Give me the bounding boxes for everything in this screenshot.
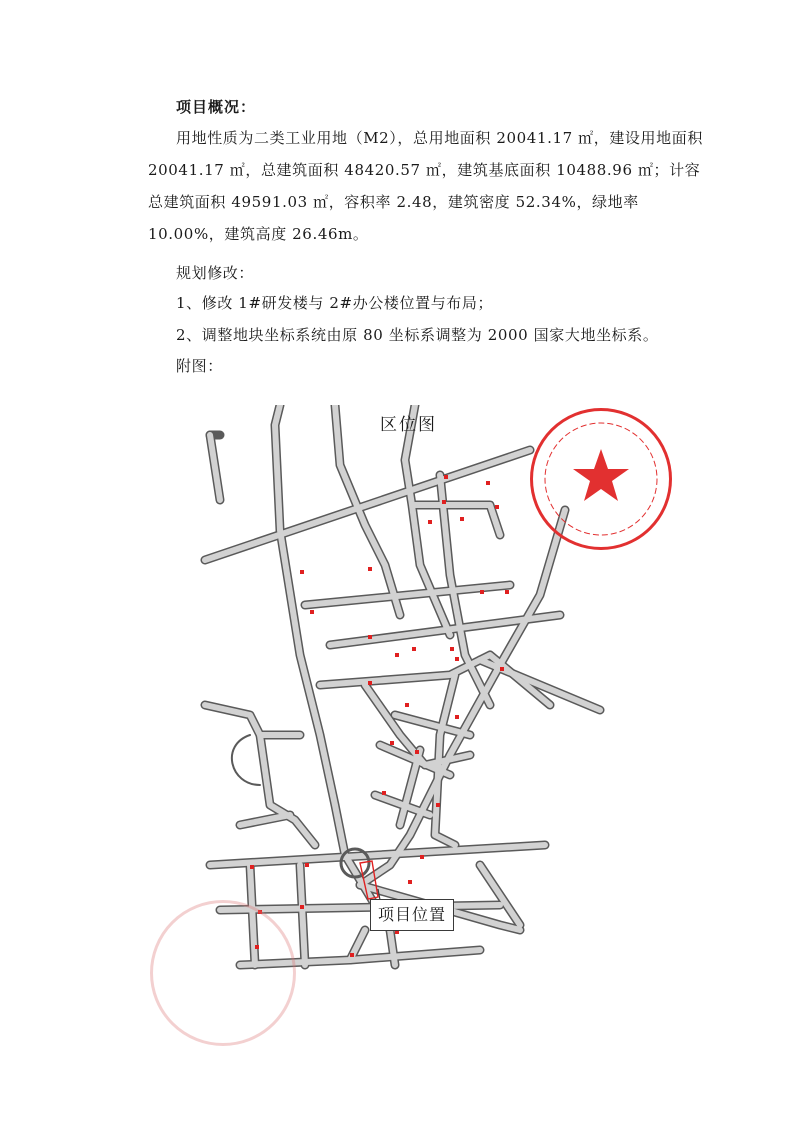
faded-seal: [150, 900, 296, 1046]
overview-paragraph: 用地性质为二类工业用地（M2），总用地面积 20041.17 ㎡，建设用地面积 20041.17 ㎡，总建筑面积 48420.57 ㎡，建筑基底面积 10488.96 ㎡；计容总建筑面积 49591.03 ㎡，容积率 2.48，建筑密度 52.34%，绿地率 10.00%，建筑高度 26.46m。: [148, 129, 703, 243]
official-seal: [530, 408, 672, 550]
project-location-label: 项目位置: [370, 899, 454, 931]
plan-item-2: 2、调整地块坐标系统由原 80 坐标系调整为 2000 国家大地坐标系。: [176, 326, 659, 344]
plan-item-1: 1、修改 1#研发楼与 2#办公楼位置与布局；: [176, 294, 494, 312]
map-title: 区位图: [380, 415, 437, 435]
attachment-label: 附图：: [176, 357, 223, 375]
overview-heading: 项目概况：: [176, 98, 257, 116]
plan-heading: 规划修改：: [176, 264, 255, 282]
seal-star-icon: [533, 411, 669, 547]
